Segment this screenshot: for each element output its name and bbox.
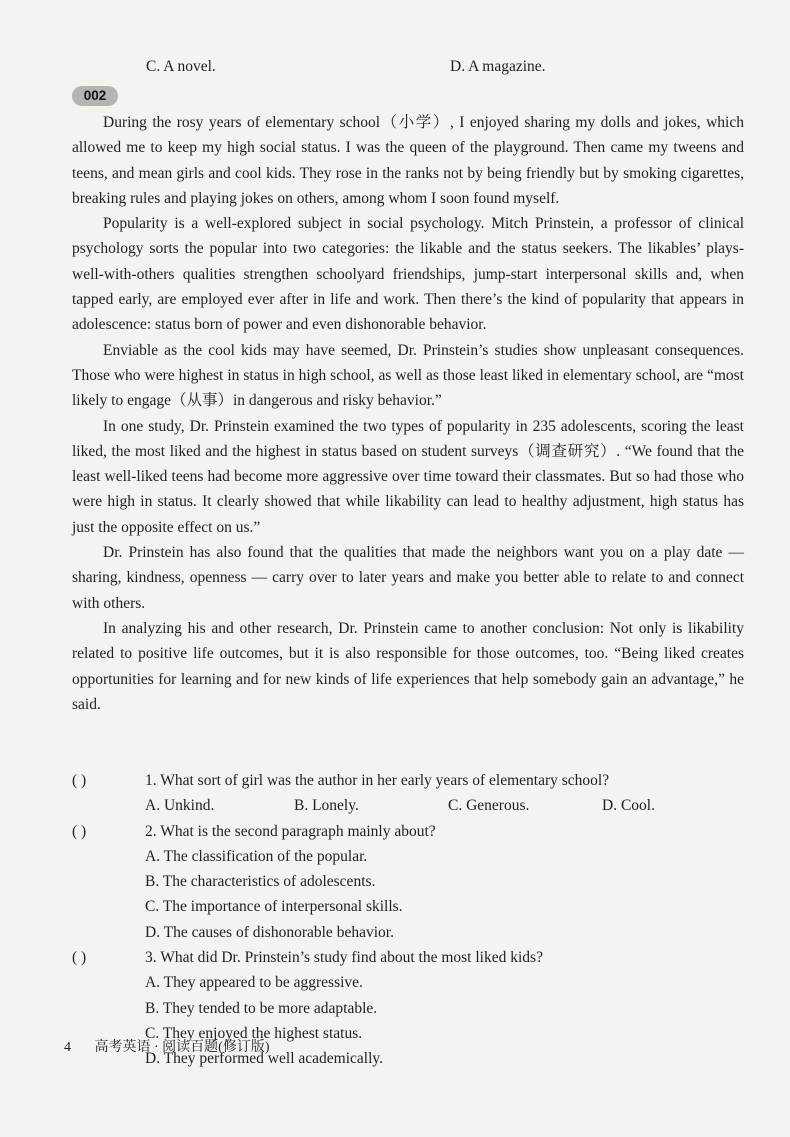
passage-paragraph: Dr. Prinstein has also found that the qualities that made the neighbors want you on a play date — sharing, kindness, openness — carry over to later years and make you better able to relate to and connect with others. [72, 544, 744, 612]
passage-paragraph: Popularity is a well-explored subject in social psychology. Mitch Prinstein, a professor of clinical psychology sorts the popular into two categories: the likable and the status seekers. The likables’ plays-well-with-others qualities strengthen schoolyard friendships, jump-start interpersonal skills and, when tapped early, are employed ever after in life and work. Then there’s the kind of popularity that appears in adolescence: status born of power and even dishonorable behavior. [72, 215, 744, 334]
question-stem: 2. What is the second paragraph mainly about? [145, 822, 436, 840]
option-d: D. They performed well academically. [145, 1050, 383, 1068]
option-c: C. A novel. [146, 58, 216, 75]
option-a: A. The classification of the popular. [145, 847, 368, 865]
question-list [72, 768, 744, 1072]
passage-paragraph: In one study, Dr. Prinstein examined the two types of popularity in 235 adolescents, scoring the least liked, the most liked and the highest in status based on student surveys（调查研究）. “We found that the least well-liked teens had become more aggressive over time toward their classmates. But so had those who were high in status. It clearly showed that while likability can lead to healthy adjustment, high status has just the opposite effect on us.” [72, 417, 744, 536]
question-stem: 3. What did Dr. Prinstein’s study find about the most liked kids? [145, 949, 543, 967]
option-d: D. The causes of dishonorable behavior. [145, 923, 394, 941]
question-3 [72, 945, 744, 970]
option-a: A. Unkind. [145, 797, 215, 815]
question-2-option-a [72, 844, 744, 869]
answer-blank[interactable]: ( ) [72, 949, 87, 967]
page-number: 4 [64, 1040, 71, 1055]
question-2-option-b [72, 869, 744, 894]
option-b: B. They tended to be more adaptable. [145, 999, 378, 1017]
question-1-options [72, 793, 744, 818]
option-d: D. A magazine. [450, 58, 546, 75]
passage-paragraph: In analyzing his and other research, Dr. Prinstein came to another conclusion: Not only is likability related to positive life outcomes, but it is also responsible for those outcomes, too. “Being liked creates opportunities for learning and for new kinds of life experiences that help somebody gain an advantage,” he said. [72, 619, 744, 713]
question-3-option-a [72, 970, 744, 995]
question-3-option-b [72, 996, 744, 1021]
question-1 [72, 768, 744, 793]
option-d: D. Cool. [602, 797, 655, 815]
book-title: 高考英语 · 阅读百题(修订版) [94, 1040, 270, 1055]
answer-blank[interactable]: ( ) [72, 772, 87, 789]
question-2-option-c [72, 894, 744, 919]
question-2-option-d [72, 920, 744, 945]
page-footer [64, 1036, 270, 1056]
option-a: A. They appeared to be aggressive. [145, 974, 363, 992]
passage-number-badge: 002 [72, 86, 118, 106]
passage-paragraph: Enviable as the cool kids may have seemed, Dr. Prinstein’s studies show unpleasant consequences. Those who were highest in status in high school, as well as those least liked in elementary school, are “most likely to engage（从事）in dangerous and risky behavior.” [72, 341, 744, 410]
reading-passage [72, 110, 744, 717]
option-c: C. Generous. [448, 797, 530, 815]
question-2 [72, 819, 744, 844]
option-b: B. The characteristics of adolescents. [145, 873, 376, 891]
passage-paragraph: During the rosy years of elementary school（小学）, I enjoyed sharing my dolls and jokes, which allowed me to keep my high social status. I was the queen of the playground. Then came my tweens and teens, and mean girls and cool kids. They rose in the ranks not by being friendly but by smoking cigarettes, breaking rules and playing jokes on others, among whom I soon found myself. [72, 114, 744, 207]
option-c: C. The importance of interpersonal skills. [145, 898, 403, 916]
question-stem: 1. What sort of girl was the author in her early years of elementary school? [145, 772, 610, 789]
option-c: C. They enjoyed the highest status. [145, 1024, 363, 1042]
answer-blank[interactable]: ( ) [72, 822, 87, 840]
option-b: B. Lonely. [294, 797, 359, 815]
